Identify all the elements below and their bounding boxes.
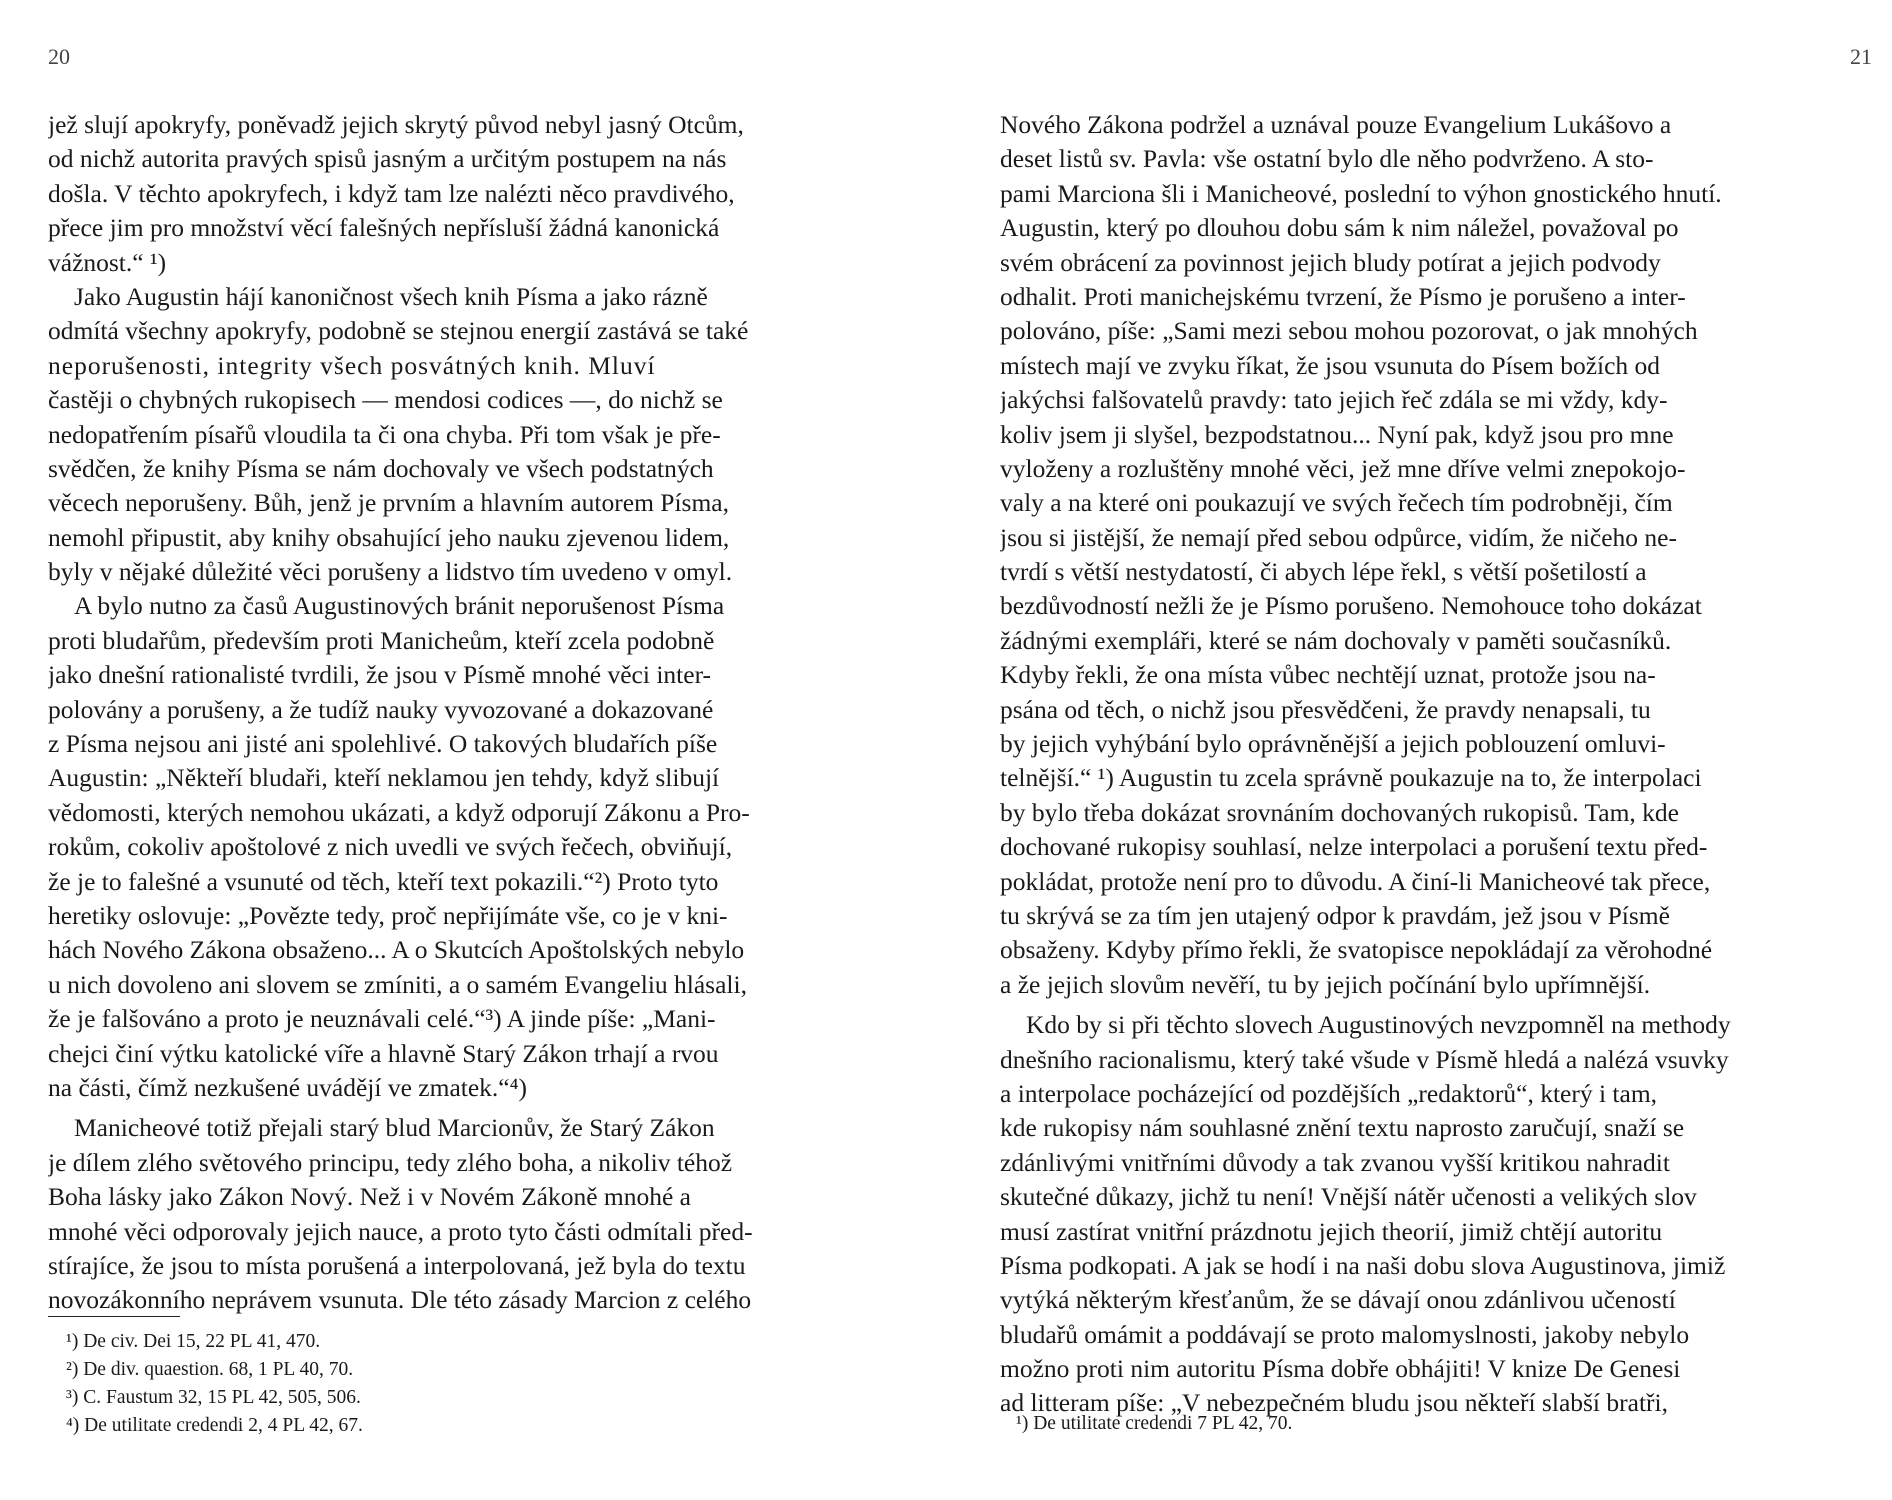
text-line: možno proti nim autoritu Písma dobře obhájiti! V knize De Genesi [1000,1354,1681,1384]
text-line: vážnost.“ ¹) [48,247,167,277]
text-line: Manicheové totiž přejali starý blud Marcionův, že Starý Zákon [74,1113,715,1143]
text-line: Augustin, který po dlouhou dobu sám k nim náležel, považoval po [1000,213,1679,243]
footnote: ¹) De civ. Dei 15, 22 PL 41, 470. [66,1331,321,1352]
text-line: valy a na které oni poukazují ve svých řečech tím podrobněji, čím [1000,488,1673,518]
text-line: přece jim pro množství věcí falešných nepřísluší žádná kanonická [48,213,720,243]
text-line: bezdůvodností nežli že je Písmo porušeno. Nemohouce toho dokázat [1000,591,1702,621]
footnote: ²) De div. quaestion. 68, 1 PL 40, 70. [66,1359,354,1380]
text-line: by jejich vyhýbání bylo oprávněnější a jejich poblouzení omluvi- [1000,729,1666,759]
footnote-divider [48,1316,180,1317]
text-line: zdánlivými vnitřními důvody a tak zvanou vyšší kritikou nahradit [1000,1147,1670,1177]
page-number-right: 21 [1850,44,1872,69]
text-line: tvrdí s větší nestydatostí, či abych lépe řekl, s větší pošetilostí a [1000,557,1647,587]
text-line: mnohé věci odporovaly jejich nauce, a proto tyto části odmítali před- [48,1216,753,1246]
text-line: nemohl připustit, aby knihy obsahující jeho nauku zjevenou lidem, [48,522,730,552]
footnotes-left [66,1328,666,1440]
text-line: ad litteram píše: „V nebezpečném bludu jsou někteří slabší bratři, [1000,1388,1668,1418]
text-line: jsou si jistější, že nemají před sebou odpůrce, vidím, že ničeho ne- [1000,522,1677,552]
text-line: jako dnešní rationalisté tvrdili, že jsou v Písmě mnohé věci inter- [48,660,712,690]
body-text-left [48,108,906,1318]
text-line: dnešního racionalismu, který také všude v Písmě hledá a nalézá vsuvky [1000,1044,1729,1074]
footnote: ⁴) De utilitate credendi 2, 4 PL 42, 67. [66,1415,363,1436]
text-line: A bylo nutno za časů Augustinových bránit neporušenost Písma [74,591,725,621]
text-line: místech mají ve zvyku říkat, že jsou vsunuta do Písem božích od [1000,350,1661,380]
text-line: častěji o chybných rukopisech — mendosi codices —, do nichž se [48,385,723,415]
text-line: musí zastírat vnitřní prázdnotu jejich theorií, jimiž chtějí autoritu [1000,1216,1663,1246]
text-line: nedopatřením písařů vloudila ta či ona chyba. Při tom však je pře- [48,419,721,449]
text-line: koliv jsem ji slyšel, bezpodstatnou... Nyní pak, když jsou pro mne [1000,419,1674,449]
text-line: vyloženy a rozluštěny mnohé věci, jež mne dříve velmi znepokojo- [1000,453,1686,483]
footnote: ³) C. Faustum 32, 15 PL 42, 505, 506. [66,1387,361,1408]
text-line: neporušenosti, integrity všech posvátných knih. Mluví [48,350,656,380]
text-line: svém obrácení za povinnost jejich bludy potírat a jejich podvody [1000,247,1661,277]
text-line: svědčen, že knihy Písma se nám dochovaly ve všech podstatných [48,453,714,483]
text-line: tu skrývá se za tím jen utajený odpor k pravdám, jež jsou v Písmě [1000,900,1670,930]
text-line: odmítá všechny apokryfy, podobně se stejnou energií zastává se také [48,316,749,346]
text-line: že je falšováno a proto je neuznávali celé.“³) A jinde píše: „Mani- [48,1004,716,1034]
text-line: žádnými exempláři, které se nám dochovaly v paměti současníků. [1000,625,1672,655]
text-line: obsaženy. Kdyby přímo řekli, že svatopisce nepokládají za věrohodné [1000,935,1713,965]
text-line: by bylo třeba dokázat srovnáním dochovaných rukopisů. Tam, kde [1000,797,1679,827]
text-line: na části, čímž nezkušené uvádějí ve zmatek.“⁴) [48,1072,527,1102]
text-line: vědomosti, kterých nemohou ukázati, a když odporují Zákonu a Pro- [48,797,750,827]
page-number-left: 20 [48,44,70,69]
text-line: heretiky oslovuje: „Povězte tedy, proč nepřijímáte vše, co je v kni- [48,900,728,930]
text-line: telnější.“ ¹) Augustin tu zcela správně poukazuje na to, že interpolaci [1000,763,1702,793]
text-line: dochované rukopisy souhlasí, nelze interpolaci a porušení textu před- [1000,832,1708,862]
footnote: ¹) De utilitate credendi 7 PL 42, 70. [1016,1413,1293,1434]
text-line: a interpolace pocházející od pozdějších „redaktorů“, který i tam, [1000,1078,1658,1108]
text-line: vytýká některým křesťanům, že se dávají onou zdánlivou učeností [1000,1285,1676,1315]
text-line: chejci činí výtku katolické víře a hlavně Starý Zákon trhají a rvou [48,1038,719,1068]
text-line: skutečné důkazy, jichž tu není! Vnější nátěr učenosti a velikých slov [1000,1182,1697,1212]
text-line: jakýchsi falšovatelů pravdy: tato jejich řeč zdála se mi vždy, kdy- [1000,385,1668,415]
text-line: pami Marciona šli i Manicheové, poslední to výhon gnostického hnutí. [1000,178,1722,208]
text-line: od nichž autorita pravých spisů jasným a určitým postupem na nás [48,144,727,174]
text-line: došla. V těchto apokryfech, i když tam lze nalézti něco pravdivého, [48,178,735,208]
text-line: Boha lásky jako Zákon Nový. Než i v Novém Zákoně mnohé a [48,1182,692,1212]
text-line: Jako Augustin hájí kanoničnost všech knih Písma a jako rázně [74,281,708,311]
text-line: rokům, cokoliv apoštolové z nich uvedli ve svých řečech, obviňují, [48,832,733,862]
text-line: stírajíce, že jsou to místa porušená a interpolovaná, jež byla do textu [48,1250,746,1280]
text-line: byly v nějaké důležité věci porušeny a lidstvo tím uvedeno v omyl. [48,557,733,587]
text-line: psána od těch, o nichž jsou přesvědčeni, že pravdy nenapsali, tu [1000,694,1651,724]
text-line: Augustin: „Někteří bludaři, kteří neklamou jen tehdy, když slibují [48,763,720,793]
text-line: věcech neporušeny. Bůh, jenž je prvním a hlavním autorem Písma, [48,488,729,518]
text-line: Kdyby řekli, že ona místa vůbec nechtějí uznat, protože jsou na- [1000,660,1656,690]
text-line: proti bludařům, především proti Manicheům, kteří zcela podobně [48,625,715,655]
text-line: hách Nového Zákona obsaženo... A o Skutcích Apoštolských nebylo [48,935,745,965]
footnotes-right [1016,1410,1616,1438]
text-line: z Písma nejsou ani jisté ani spolehlivé. O takových bludařích píše [48,729,718,759]
text-line: a že jejich slovům nevěří, tu by jejich počínání bylo upřímnější. [1000,969,1651,999]
right-page [946,0,1892,1500]
text-line: u nich dovoleno ani slovem se zmíniti, a o samém Evangeliu hlásali, [48,969,747,999]
body-text-right [1000,108,1856,1421]
text-line: polovány a porušeny, a že tudíž nauky vyvozované a dokazované [48,694,714,724]
text-line: Kdo by si při těchto slovech Augustinových nevzpomněl na methody [1026,1010,1731,1040]
text-line: polováno, píše: „Sami mezi sebou mohou pozorovat, o jak mnohých [1000,316,1698,346]
text-line: je dílem zlého světového principu, tedy zlého boha, a nikoliv téhož [48,1147,733,1177]
text-line: novozákonního neprávem vsunuta. Dle této zásady Marcion z celého [48,1285,752,1315]
text-line: pokládat, protože není pro to důvodu. A činí-li Manicheové tak přece, [1000,866,1711,896]
text-line: deset listů sv. Pavla: vše ostatní bylo dle něho podvrženo. A sto- [1000,144,1654,174]
text-line: Nového Zákona podržel a uznával pouze Evangelium Lukášovo a [1000,110,1672,139]
text-line: že je to falešné a vsunuté od těch, kteří text pokazili.“²) Proto tyto [48,866,719,896]
text-line: bludařů omámit a poddávají se proto malomyslnosti, jakoby nebylo [1000,1319,1690,1349]
text-line: jež slují apokryfy, poněvadž jejich skrytý původ nebyl jasný Otcům, [48,110,744,139]
text-line: odhalit. Proti manichejskému tvrzení, že Písmo je porušeno a inter- [1000,281,1686,311]
text-line: Písma podkopati. A jak se hodí i na naši dobu slova Augustinova, jimiž [1000,1250,1726,1280]
text-line: kde rukopisy nám souhlasné znění textu naprosto zaručují, snaží se [1000,1113,1685,1143]
